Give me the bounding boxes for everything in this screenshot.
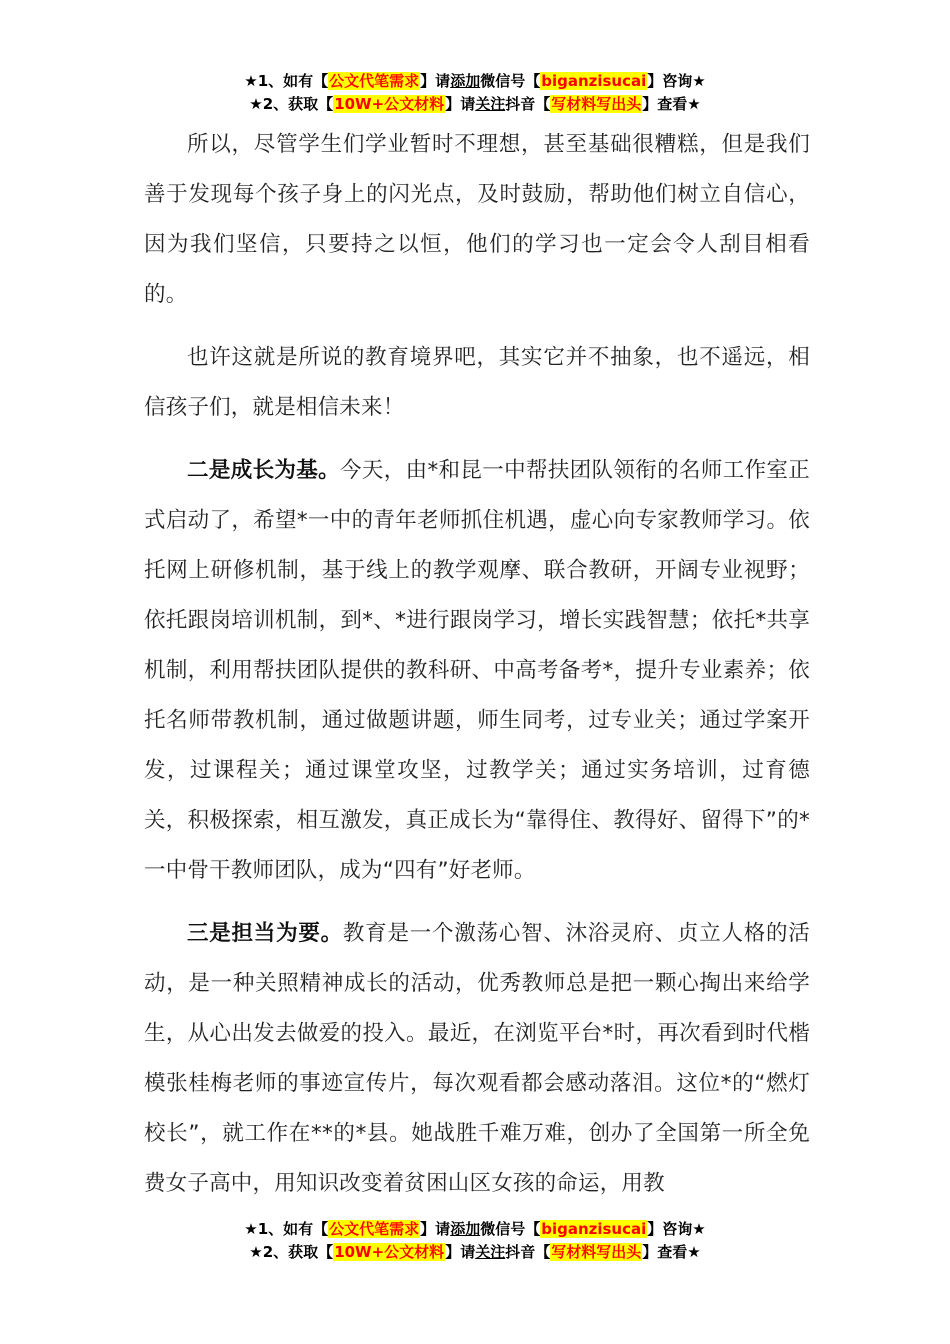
banner-text: 】请: [420, 72, 451, 90]
banner-line-1: [0, 70, 950, 93]
banner-text: 】咨询★: [647, 72, 706, 90]
banner-text: ★2、获取【: [249, 1243, 334, 1261]
paragraph-text: 教育是一个激荡心智、沐浴灵府、贞立人格的活动，是一种关照精神成长的活动，优秀教师总是把一颗心掏出来给学生，从心出发去做爱的投入。最近，在浏览平台*时，再次看到时代楷模张桂梅老师的事迹宣传片，每次观看都会感动落泪。这位*的“燃灯校长”，就工作在**的*县。她战胜千难万难，创办了全国第一所全免费女子高中，用知识改变着贫困山区女孩的命运，用教: [144, 921, 811, 1196]
paragraph-1: 所以，尽管学生们学业暂时不理想，甚至基础很糟糕，但是我们善于发现每个孩子身上的闪光点，及时鼓励，帮助他们树立自信心，因为我们坚信，只要持之以恒，他们的学习也一定会令人刮目相看的。: [144, 132, 810, 307]
paragraph-4: [144, 909, 810, 1209]
top-banner: [0, 70, 950, 116]
banner-text: 微信号【: [480, 1220, 541, 1238]
banner-underlined-text: 添加: [450, 72, 481, 90]
banner-underlined-text: 添加: [450, 1220, 481, 1238]
banner-line-2: [0, 1241, 950, 1264]
banner-text: 】请: [445, 95, 476, 113]
banner-text: 】请: [420, 1220, 451, 1238]
banner-text: 】查看★: [642, 1243, 701, 1261]
banner-text: 】咨询★: [647, 1220, 706, 1238]
paragraph-text: 今天，由*和昆一中帮扶团队领衔的名师工作室正式启动了，希望*一中的青年老师抓住机遇，虚心向专家教师学习。依托网上研修机制，基于线上的教学观摩、联合教研，开阔专业视野；依托跟岗培训机制，到*、*进行跟岗学习，增长实践智慧；依托*共享机制，利用帮扶团队提供的教科研、中高考备考*，提升专业素养；依托名师带教机制，通过做题讲题，师生同考，过专业关；通过学案开发，过课程关；通过课堂攻坚，过教学关；通过实务培训，过育德关，积极探索，相互激发，真正成长为“靠得住、教得好、留得下”的*一中骨干教师团队，成为“四有”好老师。: [144, 458, 810, 883]
banner-highlight: 公文代笔需求: [329, 1220, 420, 1238]
banner-highlight: 公文代笔需求: [329, 72, 420, 90]
document-body: [144, 120, 810, 1209]
paragraph-3: [144, 446, 810, 896]
banner-underlined-text: 关注: [475, 95, 506, 113]
banner-text: 抖音【: [505, 95, 551, 113]
banner-highlight: biganzisucai: [541, 1220, 647, 1238]
paragraph-heading: 三是担当为要。: [187, 921, 343, 946]
paragraph-heading: 二是成长为基。: [187, 458, 341, 483]
banner-text: ★1、如有【: [244, 1220, 329, 1238]
bottom-banner: [0, 1218, 950, 1264]
banner-highlight: 写材料写出头: [551, 1243, 642, 1261]
banner-line-1: [0, 1218, 950, 1241]
banner-text: ★1、如有【: [244, 72, 329, 90]
banner-highlight: biganzisucai: [541, 72, 647, 90]
banner-line-2: [0, 93, 950, 116]
banner-text: 】查看★: [642, 95, 701, 113]
banner-highlight: 10W+公文材料: [334, 95, 445, 113]
banner-text: 抖音【: [505, 1243, 551, 1261]
banner-highlight: 10W+公文材料: [334, 1243, 445, 1261]
banner-underlined-text: 关注: [475, 1243, 506, 1261]
banner-text: 】请: [445, 1243, 476, 1261]
banner-text: 微信号【: [480, 72, 541, 90]
banner-highlight: 写材料写出头: [551, 95, 642, 113]
paragraph-2: 也许这就是所说的教育境界吧，其实它并不抽象，也不遥远，相信孩子们，就是相信未来！: [144, 345, 810, 420]
banner-text: ★2、获取【: [249, 95, 334, 113]
